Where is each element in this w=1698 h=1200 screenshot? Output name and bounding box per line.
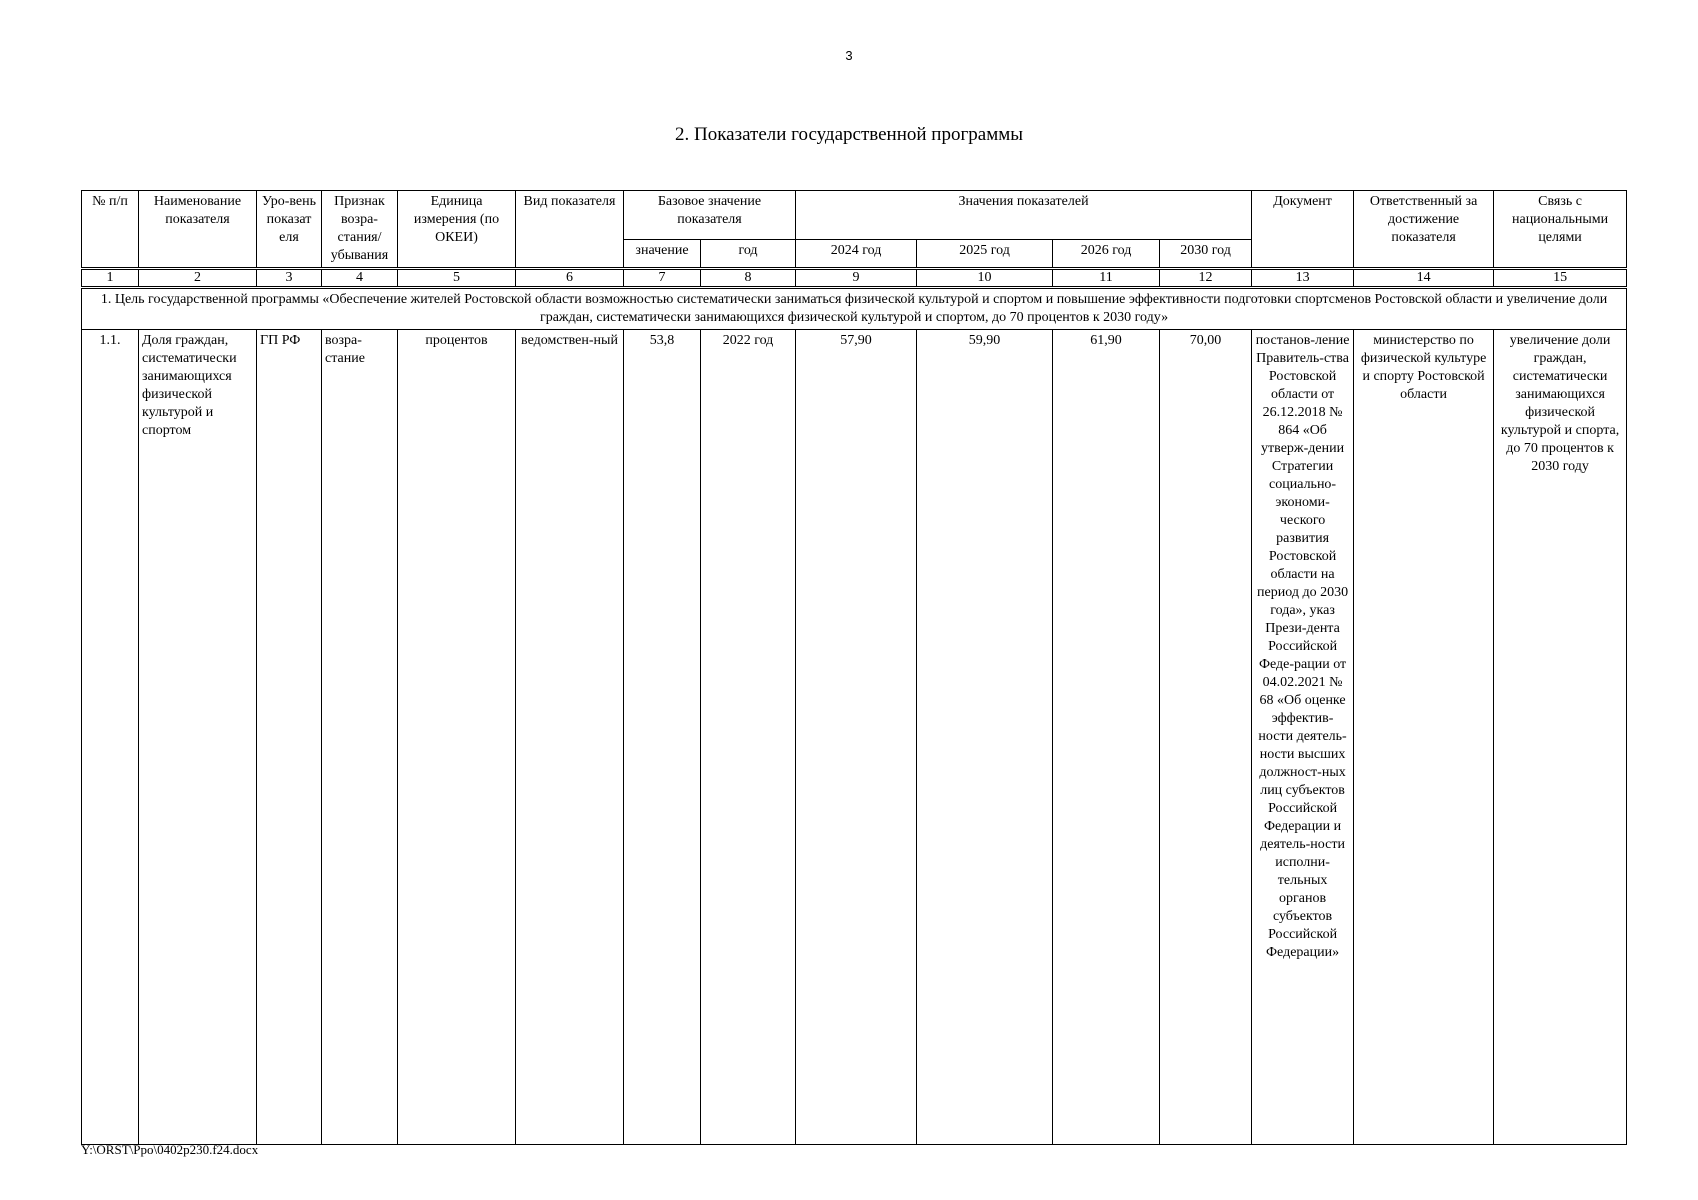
row-level: ГП РФ: [257, 330, 322, 1145]
page-number: 3: [845, 48, 853, 63]
row-name: Доля граждан, систематически занимающихся физической культурой и спортом: [139, 330, 257, 1145]
row-national-goals: увеличение доли граждан, систематически занимающихся физической культурой и спорта, до 70 процентов к 2030 году: [1494, 330, 1627, 1145]
header-2026: 2026 год: [1053, 240, 1160, 269]
row-trend: возра-стание: [322, 330, 398, 1145]
row-responsible: министерство по физической культуре и спорту Ростовской области: [1354, 330, 1494, 1145]
column-number: 10: [917, 269, 1053, 288]
column-number-row: [82, 269, 1627, 288]
header-base-year: год: [701, 240, 796, 269]
goal-text: 1. Цель государственной программы «Обеспечение жителей Ростовской области возможностью систематически заниматься физической культурой и спортом и повышение эффективности подготовки спортсменов Ростовской области и увеличение доли граждан, систематически занимающихся физической культурой и спортом, до 70 процентов к 2030 году»: [82, 288, 1627, 330]
goal-row: [82, 288, 1627, 330]
column-number: 9: [796, 269, 917, 288]
row-document: постанов-ление Правитель-ства Ростовской области от 26.12.2018 № 864 «Об утверж-дении Стратегии социально-экономи-ческого развития Ростовской области на период до 2030 года», указ Прези-дента Российской Феде-рации от 04.02.2021 № 68 «Об оценке эффектив-ности деятель-ности высших должност-ных лиц субъектов Российской Федерации и деятель-ности исполни-тельных органов субъектов Российской Федерации»: [1252, 330, 1354, 1145]
column-number: 6: [516, 269, 624, 288]
column-number: 15: [1494, 269, 1627, 288]
header-document: Документ: [1252, 191, 1354, 269]
column-number: 8: [701, 269, 796, 288]
row-value-2026: 61,90: [1053, 330, 1160, 1145]
column-number: 2: [139, 269, 257, 288]
header-name: Наименование показателя: [139, 191, 257, 269]
header-2024: 2024 год: [796, 240, 917, 269]
row-type: ведомствен-ный: [516, 330, 624, 1145]
column-number: 1: [82, 269, 139, 288]
header-base-value: значение: [624, 240, 701, 269]
header-row-1: [82, 191, 1627, 240]
table-row: [82, 330, 1627, 1145]
section-title: 2. Показатели государственной программы: [674, 124, 1024, 145]
row-base-value: 53,8: [624, 330, 701, 1145]
column-number: 4: [322, 269, 398, 288]
footer-file-path: Y:\ORST\Ppo\0402p230.f24.docx: [81, 1142, 259, 1157]
header-unit: Единица измерения (по ОКЕИ): [398, 191, 516, 269]
header-type: Вид показателя: [516, 191, 624, 269]
column-number: 12: [1160, 269, 1252, 288]
header-level: Уро-вень показат еля: [257, 191, 322, 269]
header-national-goals: Связь с национальными целями: [1494, 191, 1627, 269]
header-base-group: Базовое значение показателя: [624, 191, 796, 240]
column-number: 13: [1252, 269, 1354, 288]
header-values-group: Значения показателей: [796, 191, 1252, 240]
row-value-2025: 59,90: [917, 330, 1053, 1145]
row-base-year: 2022 год: [701, 330, 796, 1145]
header-trend: Признак возра-стания/ убывания: [322, 191, 398, 269]
header-2030: 2030 год: [1160, 240, 1252, 269]
column-number: 11: [1053, 269, 1160, 288]
row-value-2030: 70,00: [1160, 330, 1252, 1145]
header-responsible: Ответственный за достижение показателя: [1354, 191, 1494, 269]
row-no: 1.1.: [82, 330, 139, 1145]
indicators-table: [81, 190, 1627, 1145]
header-2025: 2025 год: [917, 240, 1053, 269]
column-number: 7: [624, 269, 701, 288]
header-no: № п/п: [82, 191, 139, 269]
row-unit: процентов: [398, 330, 516, 1145]
column-number: 5: [398, 269, 516, 288]
column-number: 14: [1354, 269, 1494, 288]
row-value-2024: 57,90: [796, 330, 917, 1145]
column-number: 3: [257, 269, 322, 288]
